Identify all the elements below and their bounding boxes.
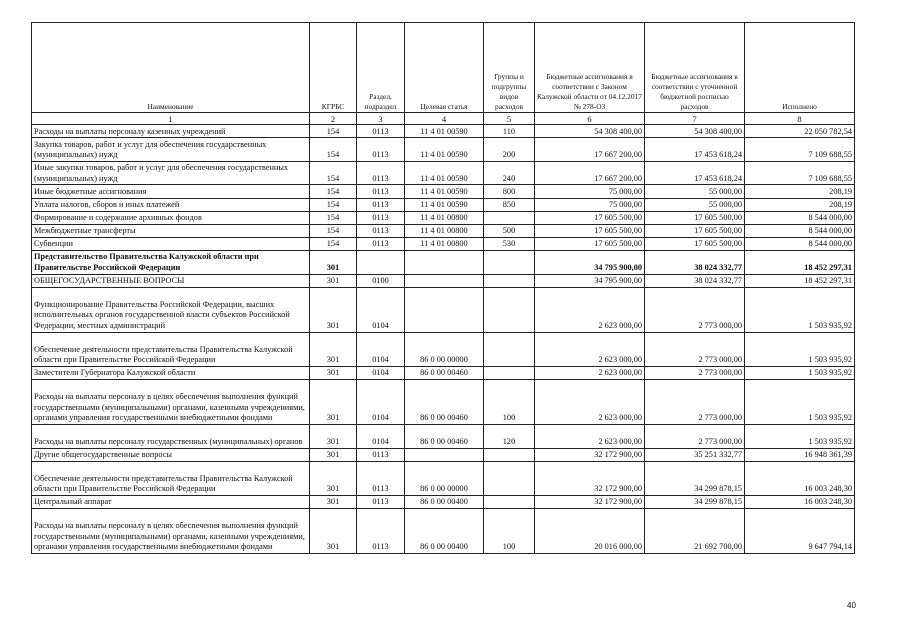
row-refined-amount: 34 299 878,15 (645, 461, 745, 495)
row-section: 0113 (357, 185, 405, 198)
row-section: 0104 (357, 332, 405, 366)
row-kgrbs: 154 (310, 125, 357, 138)
row-refined-amount: 2 773 000,00 (645, 380, 745, 425)
row-kgrbs: 154 (310, 211, 357, 224)
row-executed-amount: 1 503 935,92 (745, 424, 855, 448)
row-kgrbs: 301 (310, 448, 357, 461)
row-name: Центральный аппарат (32, 495, 310, 508)
row-law-amount: 2 623 000,00 (535, 332, 645, 366)
row-section: 0113 (357, 161, 405, 185)
column-number: 7 (645, 113, 745, 125)
row-name: Функционирование Правительства Российской Федерации, высших исполнительных органов государственной власти субъектов Российской Федерации, местных администраций (32, 287, 310, 332)
row-executed-amount: 18 452 297,31 (745, 274, 855, 287)
header-row (32, 23, 855, 113)
row-refined-amount: 2 773 000,00 (645, 424, 745, 448)
row-section: 0113 (357, 448, 405, 461)
row-group: 240 (484, 161, 535, 185)
row-target: 11 4 01 00590 (405, 161, 484, 185)
row-name: Уплата налогов, сборов и иных платежей (32, 198, 310, 211)
row-law-amount: 2 623 000,00 (535, 380, 645, 425)
table-row (32, 211, 855, 224)
row-executed-amount: 8 544 000,00 (745, 211, 855, 224)
row-kgrbs: 154 (310, 237, 357, 250)
header-kgrbs: КГРБС (310, 23, 357, 113)
table-row (32, 424, 855, 448)
row-name: Межбюджетные трансферты (32, 224, 310, 237)
row-kgrbs: 154 (310, 161, 357, 185)
row-target: 11 4 01 00800 (405, 237, 484, 250)
row-target: 86 0 00 00000 (405, 332, 484, 366)
row-refined-amount: 55 000,00 (645, 185, 745, 198)
row-target: 86 0 00 00400 (405, 495, 484, 508)
row-section: 0113 (357, 198, 405, 211)
table-row (32, 125, 855, 138)
row-section: 0100 (357, 274, 405, 287)
row-kgrbs: 301 (310, 366, 357, 379)
row-name: Расходы на выплаты персоналу в целях обеспечения выполнения функций государственными (муниципальными) органами, казенными учреждениями, органами управления государственными внебюджетными фондами (32, 509, 310, 554)
column-number: 5 (484, 113, 535, 125)
row-group: 100 (484, 380, 535, 425)
row-law-amount: 32 172 900,00 (535, 495, 645, 508)
row-kgrbs: 154 (310, 224, 357, 237)
row-group (484, 495, 535, 508)
table-row (32, 185, 855, 198)
row-law-amount: 75 000,00 (535, 198, 645, 211)
page-number: 40 (847, 601, 856, 610)
row-section: 0113 (357, 138, 405, 162)
row-section: 0113 (357, 509, 405, 554)
row-name: Расходы на выплаты персоналу в целях обеспечения выполнения функций государственными (муниципальными) органами, казенными учреждениями, органами управления государственными внебюджетными фондами (32, 380, 310, 425)
row-refined-amount: 17 453 618,24 (645, 138, 745, 162)
row-executed-amount: 208,19 (745, 198, 855, 211)
table-row (32, 461, 855, 495)
table-row (32, 509, 855, 554)
row-name: Формирование и содержание архивных фондов (32, 211, 310, 224)
row-section: 0104 (357, 424, 405, 448)
column-number: 2 (310, 113, 357, 125)
budget-execution-table (31, 22, 855, 554)
row-law-amount: 17 605 500,00 (535, 237, 645, 250)
table-row (32, 332, 855, 366)
row-refined-amount: 2 773 000,00 (645, 287, 745, 332)
row-group: 500 (484, 224, 535, 237)
row-refined-amount: 2 773 000,00 (645, 366, 745, 379)
row-kgrbs: 154 (310, 138, 357, 162)
row-kgrbs: 301 (310, 250, 357, 274)
row-name: Расходы на выплаты персоналу государственных (муниципальных) органов (32, 424, 310, 448)
row-law-amount: 32 172 900,00 (535, 461, 645, 495)
row-law-amount: 2 623 000,00 (535, 366, 645, 379)
row-kgrbs: 301 (310, 495, 357, 508)
column-number-row (32, 113, 855, 125)
row-name: Иные закупки товаров, работ и услуг для обеспечения государственных (муниципальных) нужд (32, 161, 310, 185)
row-kgrbs: 301 (310, 509, 357, 554)
row-section: 0104 (357, 287, 405, 332)
row-target (405, 250, 484, 274)
row-refined-amount: 2 773 000,00 (645, 332, 745, 366)
row-group (484, 461, 535, 495)
row-section: 0104 (357, 366, 405, 379)
table-row (32, 198, 855, 211)
row-target (405, 274, 484, 287)
row-refined-amount: 38 024 332,77 (645, 250, 745, 274)
row-kgrbs: 154 (310, 185, 357, 198)
row-name: Закупка товаров, работ и услуг для обеспечения государственных (муниципальных) нужд (32, 138, 310, 162)
header-executed: Исполнено (745, 23, 855, 113)
row-group (484, 366, 535, 379)
column-number: 8 (745, 113, 855, 125)
row-law-amount: 34 795 900,00 (535, 250, 645, 274)
row-target (405, 287, 484, 332)
row-executed-amount: 16 003 248,30 (745, 495, 855, 508)
row-executed-amount: 16 003 248,30 (745, 461, 855, 495)
row-group (484, 448, 535, 461)
row-law-amount: 2 623 000,00 (535, 424, 645, 448)
row-executed-amount: 16 948 361,39 (745, 448, 855, 461)
header-name: Наименование (32, 23, 310, 113)
row-target: 11 4 01 00590 (405, 185, 484, 198)
row-law-amount: 2 623 000,00 (535, 287, 645, 332)
row-name: Обеспечение деятельности представительства Правительства Калужской области при Правительстве Российской Федерации (32, 461, 310, 495)
table-row (32, 380, 855, 425)
row-group: 110 (484, 125, 535, 138)
row-section: 0113 (357, 461, 405, 495)
row-target: 86 0 00 00400 (405, 509, 484, 554)
table-row (32, 448, 855, 461)
row-name: Расходы на выплаты персоналу казенных учреждений (32, 125, 310, 138)
row-law-amount: 75 000,00 (535, 185, 645, 198)
table-row (32, 237, 855, 250)
row-executed-amount: 8 544 000,00 (745, 237, 855, 250)
row-law-amount: 17 667 200,00 (535, 138, 645, 162)
table-row (32, 287, 855, 332)
row-refined-amount: 21 692 700,00 (645, 509, 745, 554)
row-target: 11 4 01 00590 (405, 198, 484, 211)
row-kgrbs: 301 (310, 274, 357, 287)
row-group (484, 250, 535, 274)
table-row (32, 250, 855, 274)
table-row (32, 161, 855, 185)
row-refined-amount: 54 308 400,00 (645, 125, 745, 138)
header-target: Целевая статья (405, 23, 484, 113)
row-law-amount: 17 667 200,00 (535, 161, 645, 185)
row-law-amount: 32 172 900,00 (535, 448, 645, 461)
row-executed-amount: 7 109 688,55 (745, 138, 855, 162)
row-group: 200 (484, 138, 535, 162)
row-group (484, 287, 535, 332)
row-refined-amount: 38 024 332,77 (645, 274, 745, 287)
row-refined-amount: 34 299 878,15 (645, 495, 745, 508)
row-executed-amount: 18 452 297,31 (745, 250, 855, 274)
row-name: ОБЩЕГОСУДАРСТВЕННЫЕ ВОПРОСЫ (32, 274, 310, 287)
table-row (32, 224, 855, 237)
row-kgrbs: 301 (310, 332, 357, 366)
row-executed-amount: 22 050 782,54 (745, 125, 855, 138)
row-executed-amount: 8 544 000,00 (745, 224, 855, 237)
row-executed-amount: 1 503 935,92 (745, 380, 855, 425)
header-refined: Бюджетные ассигнования в соответствии с уточненной бюджетной росписью расходов (645, 23, 745, 113)
header-section: Раздел, подраздел (357, 23, 405, 113)
row-refined-amount: 17 453 618,24 (645, 161, 745, 185)
row-target: 86 0 00 00460 (405, 380, 484, 425)
row-law-amount: 17 605 500,00 (535, 211, 645, 224)
row-group: 120 (484, 424, 535, 448)
row-name: Субвенции (32, 237, 310, 250)
row-section (357, 250, 405, 274)
row-executed-amount: 1 503 935,92 (745, 332, 855, 366)
row-target: 11 4 01 00800 (405, 211, 484, 224)
row-refined-amount: 17 605 500,00 (645, 237, 745, 250)
row-executed-amount: 1 503 935,92 (745, 287, 855, 332)
row-group: 530 (484, 237, 535, 250)
row-name: Представительство Правительства Калужской области при Правительстве Российской Федерации (32, 250, 310, 274)
row-kgrbs: 301 (310, 287, 357, 332)
row-law-amount: 17 605 500,00 (535, 224, 645, 237)
row-executed-amount: 208,19 (745, 185, 855, 198)
row-group (484, 274, 535, 287)
header-law: Бюджетные ассигнования в соответствии с Законом Калужской области от 04.12.2017 № 278-ОЗ (535, 23, 645, 113)
row-target: 86 0 00 00460 (405, 424, 484, 448)
row-name: Иные бюджетные ассигнования (32, 185, 310, 198)
row-executed-amount: 9 647 794,14 (745, 509, 855, 554)
row-kgrbs: 301 (310, 461, 357, 495)
row-section: 0113 (357, 495, 405, 508)
row-group: 800 (484, 185, 535, 198)
row-kgrbs: 154 (310, 198, 357, 211)
column-number: 3 (357, 113, 405, 125)
row-refined-amount: 55 000,00 (645, 198, 745, 211)
row-target: 11 4 01 00590 (405, 138, 484, 162)
table-row (32, 366, 855, 379)
row-target: 86 0 00 00460 (405, 366, 484, 379)
row-group (484, 211, 535, 224)
column-number: 4 (405, 113, 484, 125)
row-executed-amount: 1 503 935,92 (745, 366, 855, 379)
header-groups: Группы и подгруппы видов расходов (484, 23, 535, 113)
row-executed-amount: 7 109 688,55 (745, 161, 855, 185)
row-name: Обеспечение деятельности представительства Правительства Калужской области при Правительстве Российской Федерации (32, 332, 310, 366)
column-number: 6 (535, 113, 645, 125)
row-target: 86 0 00 00000 (405, 461, 484, 495)
row-section: 0113 (357, 211, 405, 224)
row-target: 11 4 01 00800 (405, 224, 484, 237)
row-name: Другие общегосударственные вопросы (32, 448, 310, 461)
row-target: 11 4 01 00590 (405, 125, 484, 138)
row-section: 0113 (357, 224, 405, 237)
row-name: Заместители Губернатора Калужской области (32, 366, 310, 379)
row-refined-amount: 35 251 332,77 (645, 448, 745, 461)
row-kgrbs: 301 (310, 380, 357, 425)
row-section: 0104 (357, 380, 405, 425)
table-body (32, 125, 855, 554)
table-row (32, 274, 855, 287)
row-law-amount: 54 308 400,00 (535, 125, 645, 138)
table-row (32, 495, 855, 508)
column-number: 1 (32, 113, 310, 125)
row-kgrbs: 301 (310, 424, 357, 448)
row-law-amount: 20 016 000,00 (535, 509, 645, 554)
table-row (32, 138, 855, 162)
row-section: 0113 (357, 237, 405, 250)
row-section: 0113 (357, 125, 405, 138)
row-refined-amount: 17 605 500,00 (645, 211, 745, 224)
row-group: 100 (484, 509, 535, 554)
row-refined-amount: 17 605 500,00 (645, 224, 745, 237)
row-group (484, 332, 535, 366)
row-group: 850 (484, 198, 535, 211)
row-law-amount: 34 795 900,00 (535, 274, 645, 287)
row-target (405, 448, 484, 461)
